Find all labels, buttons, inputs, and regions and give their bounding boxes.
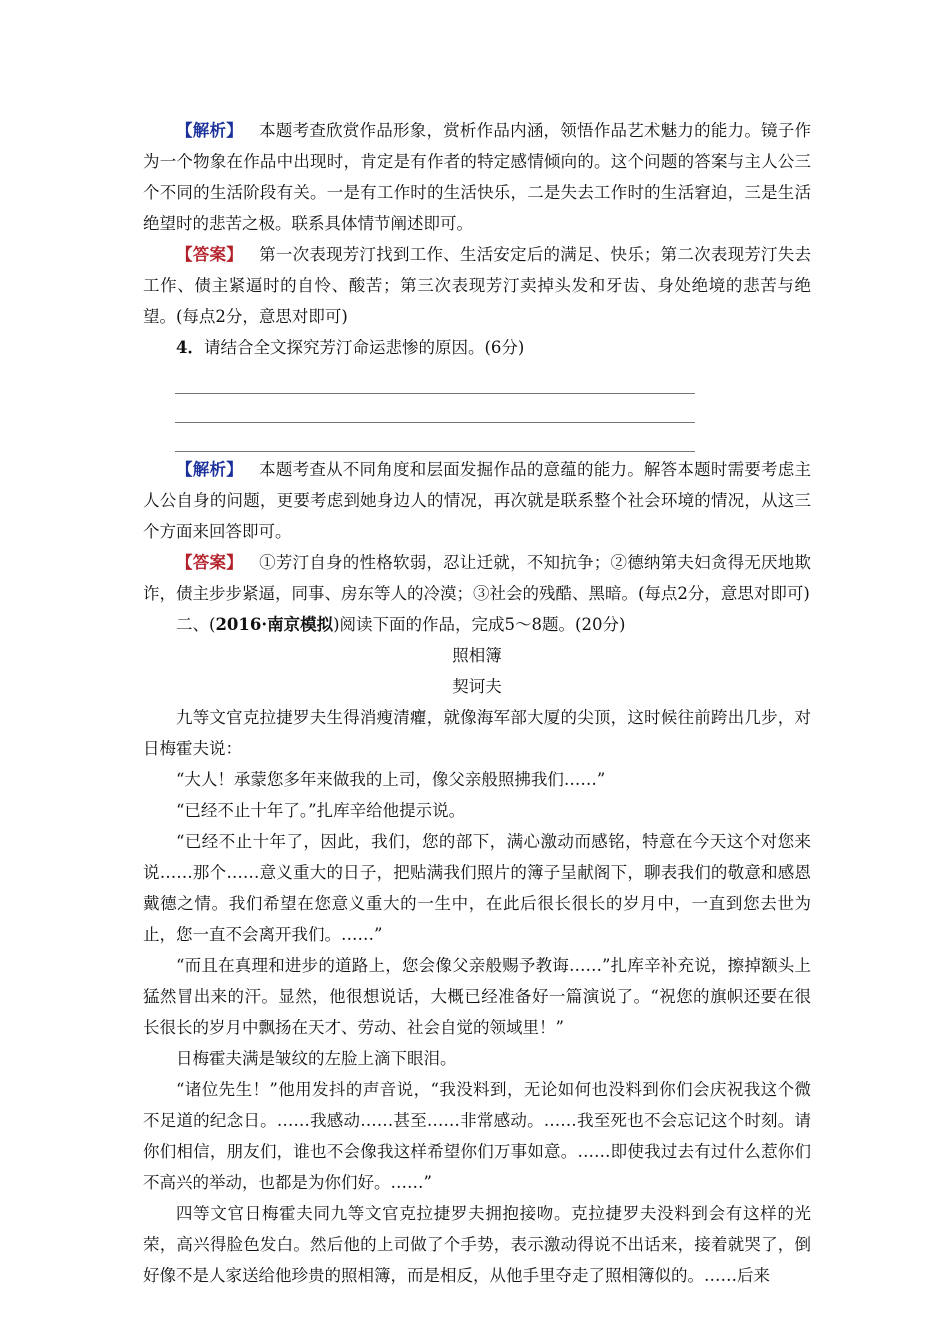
story-paragraph: “大人！承蒙您多年来做我的上司，像父亲般照拂我们……”	[176, 770, 606, 789]
answer-text: 第一次表现芳汀找到工作、生活安定后的满足、快乐；第二次表现芳汀失去工作、债主紧逼时的自怜、酸苦；第三次表现芳汀卖掉头发和牙齿、身处绝境的悲苦与绝望。(每点2分，意思对即可)	[143, 245, 812, 326]
story-paragraph: “诸位先生！”他用发抖的声音说，“我没料到，无论如何也没料到你们会庆祝我这个微不足道的纪念日。……我感动……甚至……非常感动。……我至死也不会忘记这个时刻。请你们相信，朋友们，谁也不会像我这样希望你们万事如意。……即使我过去有过什么惹你们不高兴的举动，也都是为你们好。……”	[143, 1080, 811, 1192]
source-label: 2016·南京模拟	[215, 615, 334, 634]
question-number: 4．	[176, 338, 204, 357]
analysis-paragraph-1	[143, 115, 811, 239]
answer-blank-lines	[175, 365, 811, 452]
answer-label: 【答案】	[176, 553, 243, 572]
document-page	[143, 115, 811, 1291]
answer-label: 【答案】	[176, 245, 243, 264]
answer-text: ①芳汀自身的性格软弱，忍让迁就，不知抗争；②德纳第夫妇贪得无厌地欺诈，债主步步紧逼，同事、房东等人的冷漠；③社会的残酷、黑暗。(每点2分，意思对即可)	[143, 553, 812, 603]
story-paragraph: “已经不止十年了，因此，我们，您的部下，满心激动而感铭，特意在今天这个对您来说……那个……意义重大的日子，把贴满我们照片的簿子呈献阁下，聊表我们的敬意和感恩戴德之情。我们希望在您意义重大的一生中，在此后很长很长的岁月中，一直到您去世为止，您一直不会离开我们。……”	[143, 832, 811, 944]
analysis-label: 【解析】	[176, 460, 243, 479]
analysis-text: 本题考查从不同角度和层面发掘作品的意蕴的能力。解答本题时需要考虑主人公自身的问题，更要考虑到她身边人的情况，再次就是联系整个社会环境的情况，从这三个方面来回答即可。	[143, 460, 812, 541]
story-paragraph: 日梅霍夫满是皱纹的左脸上滴下眼泪。	[176, 1049, 457, 1068]
analysis-text: 本题考查欣赏作品形象，赏析作品内涵，领悟作品艺术魅力的能力。镜子作为一个物象在作品中出现时，肯定是有作者的特定感情倾向的。这个问题的答案与主人公三个不同的生活阶段有关。一是有工作时的生活快乐，二是失去工作时的生活窘迫，三是生活绝望时的悲苦之极。联系具体情节阐述即可。	[143, 121, 812, 233]
story-title: 照相簿	[452, 646, 502, 665]
story-paragraph: “而且在真理和进步的道路上，您会像父亲般赐予教诲……”扎库辛补充说，擦掉额头上猛然冒出来的汗。显然，他很想说话，大概已经准备好一篇演说了。“祝您的旗帜还要在很长很长的岁月中飘扬在天才、劳动、社会自觉的领域里！”	[143, 956, 811, 1037]
story-author: 契诃夫	[452, 677, 502, 696]
story-paragraph: 九等文官克拉捷罗夫生得消瘦清癯，就像海军部大厦的尖顶，这时候往前跨出几步，对日梅霍夫说：	[143, 708, 811, 758]
story-paragraph: “已经不止十年了。”扎库辛给他提示说。	[176, 801, 466, 820]
answer-paragraph-1	[143, 239, 811, 332]
question-text: 请结合全文探究芳汀命运悲惨的原因。(6分)	[203, 338, 525, 357]
part-two-heading: 二、(2016·南京模拟)阅读下面的作品，完成5～8题。(20分)	[176, 615, 626, 634]
answer-line	[175, 365, 695, 394]
answer-line	[175, 394, 695, 423]
analysis-label: 【解析】	[176, 121, 243, 140]
answer-paragraph-2	[143, 547, 811, 609]
question-4	[143, 332, 811, 363]
answer-line	[175, 423, 695, 452]
story-paragraph: 四等文官日梅霍夫同九等文官克拉捷罗夫拥抱接吻。克拉捷罗夫没料到会有这样的光荣，高兴得脸色发白。然后他的上司做了个手势，表示激动得说不出话来，接着就哭了，倒好像不是人家送给他珍贵的照相簿，而是相反，从他手里夺走了照相簿似的。……后来	[143, 1204, 811, 1285]
analysis-paragraph-2	[143, 454, 811, 547]
